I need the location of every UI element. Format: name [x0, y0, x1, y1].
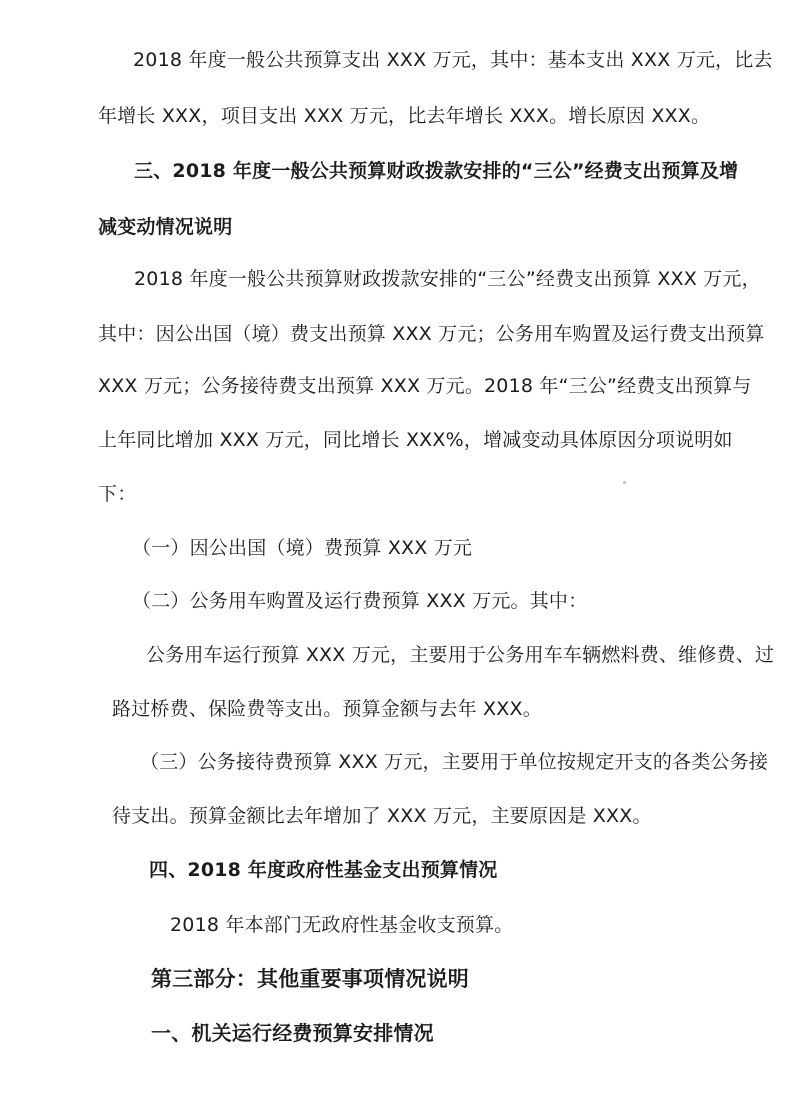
part-three-heading: 第三部分：其他重要事项情况说明: [151, 967, 469, 991]
paragraph-line-8: 公务用车运行预算 XXX 万元，主要用于公务用车车辆燃料费、维修费、过: [146, 644, 775, 666]
scan-speck: [623, 481, 626, 484]
paragraph-line-11: 2018 年本部门无政府性基金收支预算。: [170, 914, 514, 936]
paragraph-line-1: 2018 年度一般公共预算支出 XXX 万元，其中：基本支出 XXX 万元，比去: [133, 49, 773, 71]
paragraph-line-3: 2018 年度一般公共预算财政拨款安排的“三公”经费支出预算 XXX 万元，: [134, 268, 761, 290]
sub-item-one: （一）因公出国（境）费预算 XXX 万元: [132, 537, 473, 559]
paragraph-line-7: 下：: [98, 483, 137, 505]
section-heading-three-cont: 减变动情况说明: [98, 216, 233, 238]
sub-item-three: （三）公务接待费预算 XXX 万元，主要用于单位按规定开支的各类公务接: [140, 751, 769, 773]
sub-item-two: （二）公务用车购置及运行费预算 XXX 万元。其中：: [132, 590, 588, 612]
section-heading-four: 四、2018 年度政府性基金支出预算情况: [149, 859, 498, 881]
paragraph-line-10: 待支出。预算金额比去年增加了 XXX 万元，主要原因是 XXX。: [112, 805, 652, 827]
paragraph-line-6: 上年同比增加 XXX 万元，同比增长 XXX%，增减变动具体原因分项说明如: [98, 429, 733, 451]
paragraph-line-5: XXX 万元；公务接待费支出预算 XXX 万元。2018 年“三公”经费支出预算与: [98, 375, 752, 397]
subsection-heading-one: 一、机关运行经费预算安排情况: [151, 1021, 434, 1045]
paragraph-line-9: 路过桥费、保险费等支出。预算金额与去年 XXX。: [112, 698, 542, 720]
paragraph-line-4: 其中：因公出国（境）费支出预算 XXX 万元；公务用车购置及运行费支出预算: [98, 323, 765, 345]
paragraph-line-2: 年增长 XXX，项目支出 XXX 万元，比去年增长 XXX。增长原因 XXX。: [98, 105, 711, 127]
section-heading-three: 三、2018 年度一般公共预算财政拨款安排的“三公”经费支出预算及增: [134, 160, 739, 182]
